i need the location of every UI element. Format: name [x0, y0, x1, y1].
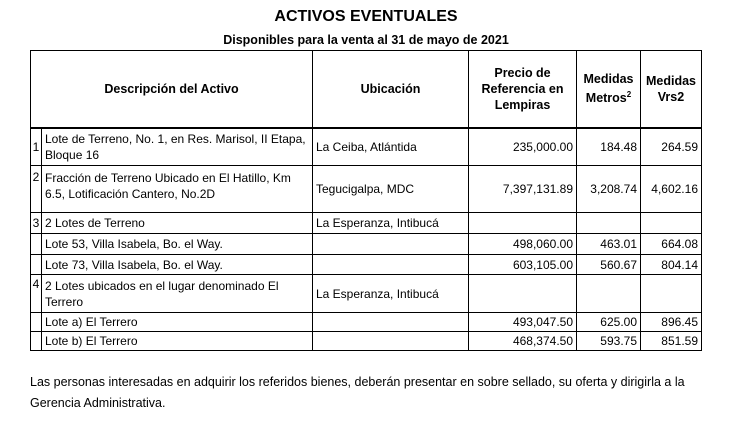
table-row [31, 313, 702, 332]
header-metros-text: Medidas Metros [583, 72, 634, 106]
table-row [31, 234, 702, 255]
table-header-row [31, 51, 702, 128]
row-location [313, 234, 469, 255]
row-price [469, 213, 577, 234]
row-meters [577, 275, 641, 313]
row-index [31, 332, 42, 351]
footer-note: Las personas interesadas en adquirir los referidos bienes, deberán presentar en sobre sellado, su oferta y dirigirla a la Gerencia Administrativa. [30, 375, 685, 410]
row-index: 4 [31, 275, 42, 313]
row-location: La Esperanza, Intibucá [313, 275, 469, 313]
row-index [31, 255, 42, 275]
header-metros [577, 51, 641, 128]
row-location [313, 313, 469, 332]
row-varas: 896.45 [641, 313, 702, 332]
row-price: 7,397,131.89 [469, 166, 577, 213]
row-description: Lote 53, Villa Isabela, Bo. el Way. [42, 234, 313, 255]
row-description: Lote de Terreno, No. 1, en Res. Marisol, II Etapa, Bloque 16 [42, 128, 313, 166]
table-row [31, 128, 702, 166]
row-price: 498,060.00 [469, 234, 577, 255]
row-index [31, 234, 42, 255]
row-location: La Ceiba, Atlántida [313, 128, 469, 166]
table-row [31, 332, 702, 351]
row-varas [641, 275, 702, 313]
row-index: 1 [31, 128, 42, 166]
header-varas: Medidas Vrs2 [641, 51, 702, 128]
row-meters: 184.48 [577, 128, 641, 166]
table-row [31, 166, 702, 213]
row-description: Fracción de Terreno Ubicado en El Hatillo, Km 6.5, Lotificación Cantero, No.2D [42, 166, 313, 213]
row-description: Lote 73, Villa Isabela, Bo. el Way. [42, 255, 313, 275]
row-price: 493,047.50 [469, 313, 577, 332]
header-precio: Precio de Referencia en Lempiras [469, 51, 577, 128]
assets-table [30, 50, 702, 351]
row-index: 2 [31, 166, 42, 213]
row-meters: 593.75 [577, 332, 641, 351]
row-description: Lote b) El Terrero [42, 332, 313, 351]
row-varas: 804.14 [641, 255, 702, 275]
row-location [313, 332, 469, 351]
header-metros-sup: 2 [626, 90, 632, 100]
row-index: 3 [31, 213, 42, 234]
row-location [313, 255, 469, 275]
row-description: 2 Lotes ubicados en el lugar denominado El Terrero [42, 275, 313, 313]
row-varas: 264.59 [641, 128, 702, 166]
row-description: Lote a) El Terrero [42, 313, 313, 332]
row-varas: 851.59 [641, 332, 702, 351]
document-subtitle: Disponibles para la venta al 31 de mayo de 2021 [223, 33, 509, 47]
row-meters: 625.00 [577, 313, 641, 332]
row-price [469, 275, 577, 313]
row-price: 468,374.50 [469, 332, 577, 351]
row-meters [577, 213, 641, 234]
row-price: 603,105.00 [469, 255, 577, 275]
row-meters: 463.01 [577, 234, 641, 255]
row-location: Tegucigalpa, MDC [313, 166, 469, 213]
row-meters: 560.67 [577, 255, 641, 275]
document-title: ACTIVOS EVENTUALES [274, 8, 458, 25]
table-row [31, 275, 702, 313]
row-varas: 664.08 [641, 234, 702, 255]
row-location: La Esperanza, Intibucá [313, 213, 469, 234]
row-description: 2 Lotes de Terreno [42, 213, 313, 234]
header-ubicacion: Ubicación [313, 51, 469, 128]
row-price: 235,000.00 [469, 128, 577, 166]
table-row [31, 255, 702, 275]
row-varas: 4,602.16 [641, 166, 702, 213]
row-index [31, 313, 42, 332]
header-descripcion: Descripción del Activo [31, 51, 313, 128]
row-varas [641, 213, 702, 234]
row-meters: 3,208.74 [577, 166, 641, 213]
table-row [31, 213, 702, 234]
